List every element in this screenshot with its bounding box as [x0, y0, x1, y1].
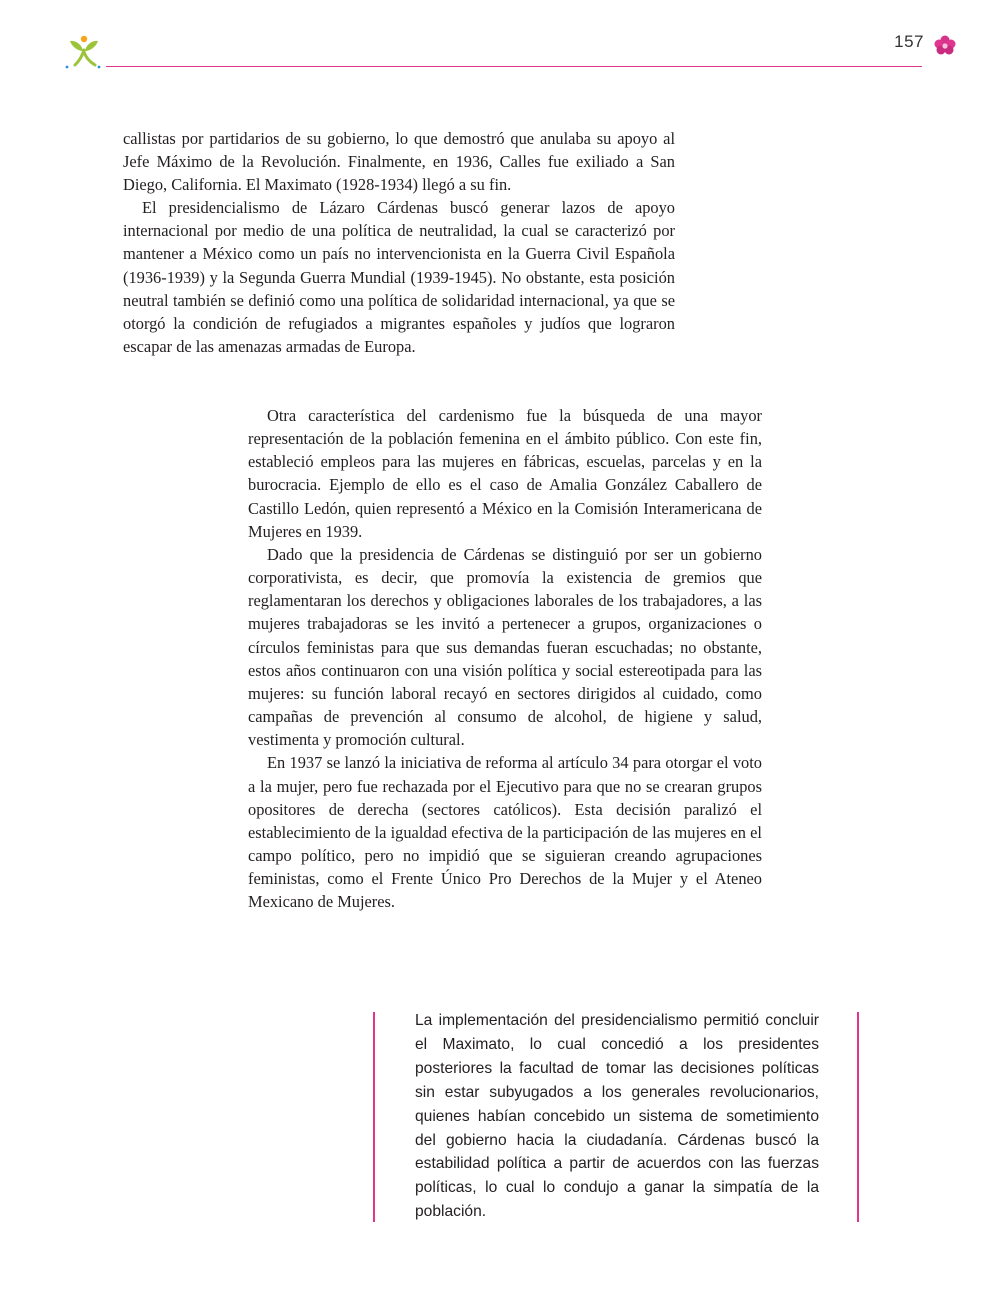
paragraph-vote-reform: En 1937 se lanzó la iniciativa de reforma al artículo 34 para otorgar el voto a la mujer, pero fue rechazada por el Ejecutivo para que no se crearan grupos opositores de derecha (sectores católicos). Esta decisión paralizó el establecimiento de la igualdad efectiva de la participación de las mujeres en el campo político, pero no impidió que se siguieran creando agrupaciones feministas, como el Frente Único Pro Derechos de la Mujer y el Ateneo Mexicano de Mujeres. [248, 753, 762, 912]
page-number: 157 [894, 32, 924, 51]
sprout-figure-icon [62, 32, 102, 72]
callout-left-border [373, 1012, 375, 1222]
upper-text-column [123, 127, 675, 358]
lower-text-column [248, 404, 762, 913]
paragraph-neutrality: El presidencialismo de Lázaro Cárdenas buscó generar lazos de apoyo internacional por medio de una política de neutralidad, la cual se caracterizó por mantener a México como un país no intervencionista en la Guerra Civil Española (1936-1939) y la Segunda Guerra Mundial (1939-1945). No obstante, esta posición neutral también se definió como una política de solidaridad internacional, ya que se otorgó la condición de refugiados a migrantes españoles y judíos que lograron escapar de las amenazas armadas de Europa. [123, 198, 675, 356]
pink-flower-icon [932, 34, 958, 56]
paragraph-corporatism: Dado que la presidencia de Cárdenas se distinguió por ser un gobierno corporativista, es decir, que promovía la existencia de gremios que reglamentaran los derechos y obligaciones laborales de los trabajadores, a las mujeres trabajadoras se les invitó a pertenecer a grupos, organizaciones o círculos feministas para que sus demandas fueran escuchadas; no obstante, estos años continuaron con una visión política y social estereotipada para las mujeres: su función laboral recayó en sectores dirigidos al cuidado, como campañas de prevención al consumo de alcohol, de higiene y salud, vestimenta y promoción cultural. [248, 544, 762, 750]
paragraph-female-representation: Otra característica del cardenismo fue la búsqueda de una mayor representación de la población femenina en el ámbito público. Con este fin, estableció empleos para las mujeres en fábricas, escuelas, parcelas y en la burocracia. Ejemplo de ello es el caso de Amalia González Caballero de Castillo Ledón, quien representó a México en la Comisión Interamericana de Mujeres en 1939. [248, 406, 762, 541]
callout-text: La implementación del presidencialismo permitió concluir el Maximato, lo cual concedió a los presidentes posteriores la facultad de tomar las decisiones políticas sin estar subyugados a los generales revolucionarios, quienes habían concebido un sistema de sometimiento del gobierno hacia la ciudadanía. Cárdenas buscó la estabilidad política a partir de acuerdos con las fuerzas políticas, lo cual lo condujo a ganar la simpatía de la población. [415, 1012, 819, 1221]
callout-right-border [857, 1012, 859, 1222]
header-divider [106, 66, 922, 67]
paragraph-maximato-end: callistas por partidarios de su gobierno, lo que demostró que anulaba su apoyo al Jefe Máximo de la Revolución. Finalmente, en 1936, Calles fue exiliado a San Diego, California. El Maximato (1928-1934) llegó a su fin. [123, 129, 675, 195]
